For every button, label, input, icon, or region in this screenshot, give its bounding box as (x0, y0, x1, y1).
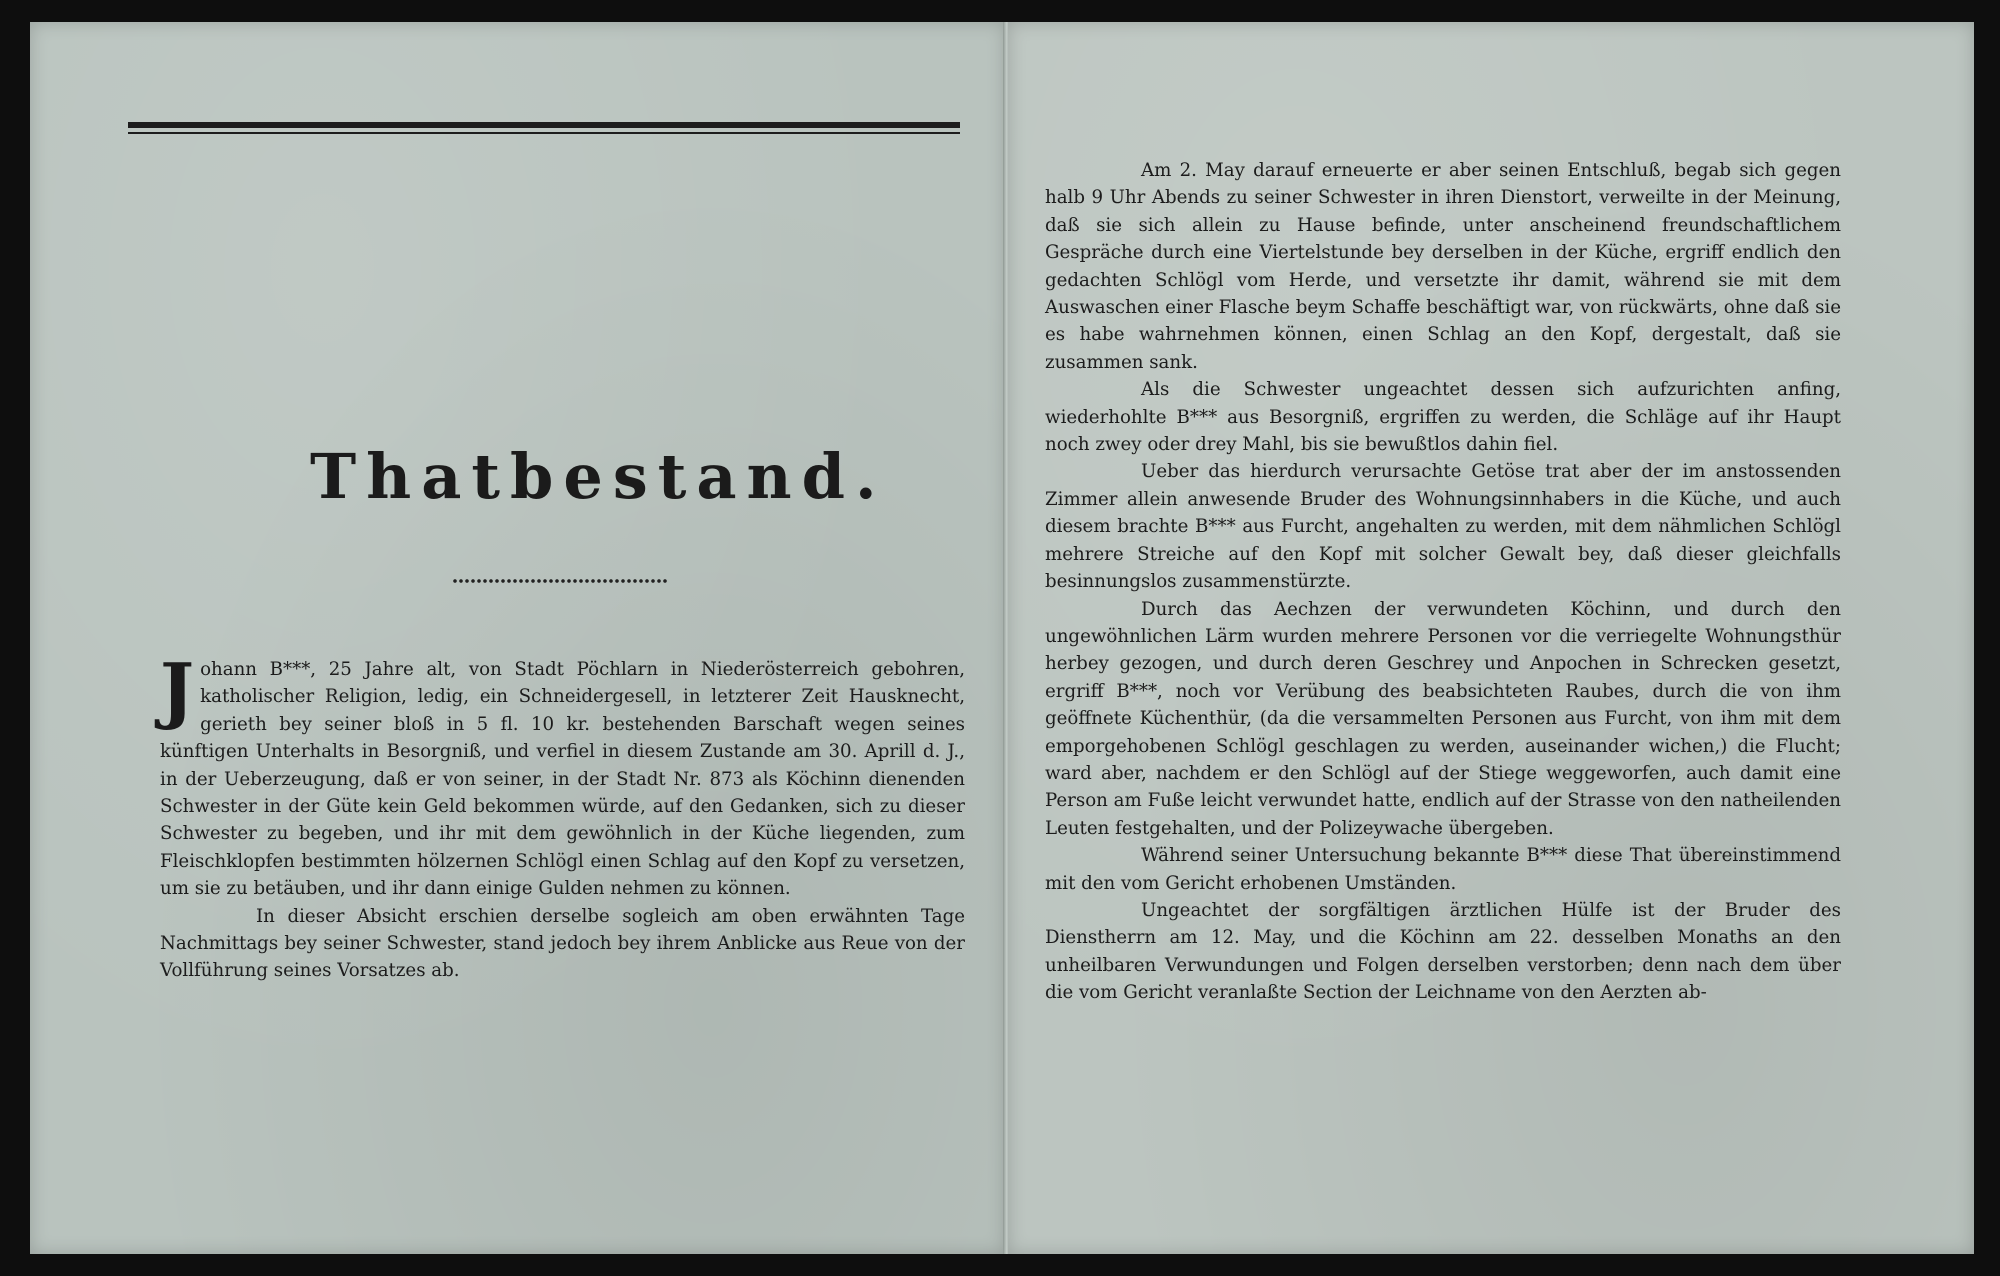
left-paragraph-1 (160, 647, 965, 903)
left-text-block (160, 647, 965, 985)
dropcap-letter: J (160, 647, 195, 732)
left-paragraph-1-text: ohann B***, 25 Jahre alt, von Stadt Pöchlarn in Niederösterreich gebohren, katholischer Religion, ledig, ein Schneidergesell, in letzterer Zeit Hausknecht, gerieth bey seiner bloß in 5 fl. 10 kr. bestehenden Barschaft wegen seines künftigen Unterhalts in Besorgniß, und verfiel in diesem Zustande am 30. Aprill d. J., in der Ueberzeugung, daß er von seiner, in der Stadt Nr. 873 als Köchinn dienenden Schwester in der Güte kein Geld bekommen würde, auf den Gedanken, sich zu dieser Schwester zu begeben, und ihr mit dem gewöhnlich in der Küche liegenden, zum Fleischklopfen bestimmten hölzernen Schlögl einen Schlag auf den Kopf zu versetzen, um sie zu betäuben, und ihr dann einige Gulden nehmen zu können. (160, 659, 965, 900)
right-text-block (1045, 157, 1841, 1007)
right-paragraph-2: Als die Schwester ungeachtet dessen sich aufzurichten anfing, wiederhohlte B*** aus Besorgniß, ergriffen zu werden, die Schläge auf ihr Haupt noch zwey oder drey Mahl, bis sie bewußtlos dahin fiel. (1045, 379, 1841, 456)
top-rule (128, 122, 960, 134)
left-page (30, 22, 1005, 1254)
right-paragraph-6: Ungeachtet der sorgfältigen ärztlichen Hülfe ist der Bruder des Dienstherrn am 12. May, und die Köchinn am 22. desselben Monaths an den unheilbaren Verwundungen und Folgen derselben verstorben; denn nach dem über die vom Gericht veranlaßte Section der Leichname von den Aerzten ab- (1045, 899, 1841, 1004)
page-heading: Thatbestand. (310, 440, 887, 513)
right-paragraph-1: Am 2. May darauf erneuerte er aber seinen Entschluß, begab sich gegen halb 9 Uhr Abends zu seiner Schwester in ihren Dienstort, verweilte in der Meinung, daß sie sich allein zu Hause befinde, unter anscheinend freundschaftlichem Gespräche durch eine Viertelstunde bey derselben in der Küche, ergriff endlich den gedachten Schlögl vom Herde, und versetzte ihr damit, während sie mit dem Auswaschen einer Flasche beym Schaffe beschäftigt war, von rückwärts, ohne daß sie es habe wahrnehmen können, einen Schlag an den Kopf, dergestalt, daß sie zusammen sank. (1045, 160, 1841, 373)
ornament-divider (452, 578, 668, 584)
right-paragraph-4: Durch das Aechzen der verwundeten Köchinn, und durch den ungewöhnlichen Lärm wurden mehrere Personen vor die verriegelte Wohnungsthür herbey gezogen, und durch deren Geschrey und Anpochen in Schrecken gesetzt, ergriff B***, noch vor Verübung des beabsichteten Raubes, durch die von ihm geöffnete Küchenthür, (da die versammelten Personen aus Furcht, von ihm mit dem emporgehobenen Schlögl geschlagen zu werden, auseinander wichen,) die Flucht; ward aber, nachdem er den Schlögl auf der Stiege weggeworfen, auch damit eine Person am Fuße leicht verwundet hatte, endlich auf der Strasse von den natheilenden Leuten festgehalten, und der Polizeywache übergeben. (1045, 598, 1841, 839)
right-paragraph-3: Ueber das hierdurch verursachte Getöse trat aber der im anstossenden Zimmer allein anwesende Bruder des Wohnungsinnhabers in die Küche, und auch diesem brachte B*** aus Furcht, angehalten zu werden, mit dem nähmlichen Schlögl mehrere Streiche auf den Kopf mit solcher Gewalt bey, daß dieser gleichfalls besinnungslos zusammenstürzte. (1045, 461, 1841, 593)
right-paragraph-5: Während seiner Untersuchung bekannte B*** diese That übereinstimmend mit den vom Gericht erhobenen Umständen. (1045, 845, 1841, 894)
left-paragraph-2: In dieser Absicht erschien derselbe sogleich am oben erwähnten Tage Nachmittags bey seiner Schwester, stand jedoch bey ihrem Anblicke aus Reue von der Vollführung seines Vorsatzes ab. (160, 905, 965, 982)
